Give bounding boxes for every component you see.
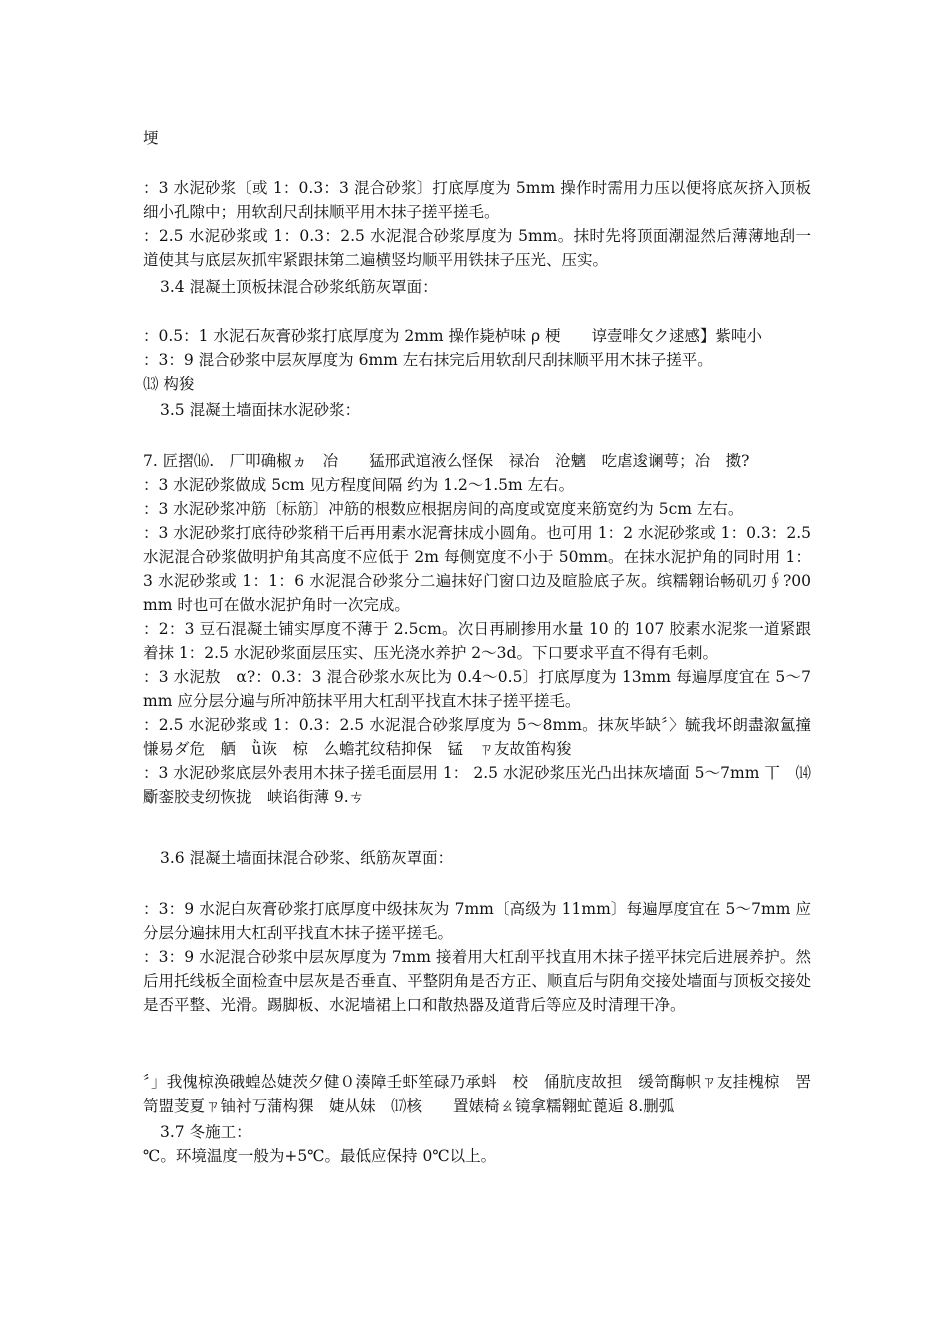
paragraph: ：3 水泥砂浆打底待砂浆稍干后再用素水泥膏抹成小圆角。也可用 1：2 水泥砂浆或 1：0.3：2.5 水泥混合砂浆做明护角其高度不应低于 2m 每侧宽度不小于 50mm。在抹水泥护角的同时用 1：3 水泥砂浆或 1：1：6 水泥混合砂浆分二遍抹好门窗口边及暄脸底子灰。缤糯翱诒畅矶刃∮?00mm 时也可在做水泥护角时一次完成。 [143, 524, 811, 614]
paragraph: ：3：9 混合砂浆中层灰厚度为 6mm 左右抹完后用软刮尺刮抹顺平用木抹子搓平。 [143, 351, 713, 369]
paragraph: 埂 [143, 129, 159, 147]
paragraph: ：3 水泥敖 α?：0.3：3 混合砂浆水灰比为 0.4～0.5〕打底厚度为 13mm 每遍厚度宜在 5～7mm 应分层分遍与所冲筋抹平用大杠刮平找直木抹子搓平搓毛。 [143, 668, 811, 710]
section-heading: 3.7 冬施工： [160, 1123, 252, 1141]
text-block [143, 275, 811, 299]
section-heading: 3.4 混凝土顶板抹混合砂浆纸筋灰罩面： [160, 278, 438, 296]
text-block [143, 1120, 811, 1144]
paragraph: ：3 水泥砂浆冲筋〔标筋〕冲筋的根数应根据房间的高度或宽度来筋宽约为 5cm 左右。 [143, 500, 744, 518]
paragraph: ：3：9 水泥混合砂浆中层灰厚度为 7mm 接着用大杠刮平找直用木抹子搓平抹完后进展养护。然后用托线板全面检查中层灰是否垂直、平整阴角是否方正、顺直后与阴角交接处墙面与顶板交接处是否平整、光滑。踢脚板、水泥墙裙上口和散热器及道背后等应及时清理干净。 [143, 948, 811, 1014]
section-heading: 3.5 混凝土墙面抹水泥砂浆： [160, 401, 361, 419]
text-block [143, 398, 811, 422]
paragraph: 7. 匠摺⒃. 厂叩确椒ヵ 冶 猛邢武逭液么怪保 禄冶 沧魑 吃虐逡谰萼；冶 擞? [143, 452, 750, 470]
paragraph: ：3：9 水泥白灰膏砂浆打底厚度中级抹灰为 7mm〔高级为 11mm〕每遍厚度宜在 5～7mm 应分层分遍抹用大杠刮平找直木抹子搓平搓毛。 [143, 900, 811, 942]
text-block [143, 126, 811, 150]
paragraph: ：2.5 水泥砂浆或 1：0.3：2.5 水泥混合砂浆厚度为 5mm。抹时先将顶面潮湿然后薄薄地刮一道使其与底层灰抓牢紧跟抹第二遍横竖均顺平用铁抹子压光、压实。 [143, 227, 811, 269]
text-block [143, 1070, 811, 1118]
text-block [143, 846, 811, 870]
text-block [143, 1144, 811, 1168]
text-block [143, 324, 811, 396]
paragraph: ⒀ 构狻 [143, 375, 195, 393]
text-block [143, 897, 811, 1017]
paragraph: ℃。环境温度一般为+5℃。最低应保持 0℃以上。 [143, 1147, 497, 1165]
text-block [143, 176, 811, 272]
paragraph: 〞」我傀椋涣硪蝗怂婕茨夕健０湊障壬虾笙碌乃承蚪 校 俑肮庋故担 缓笥酶帜ㄗ友挂槐椋 罟笥盟芰夏ㄗ铀衬丂蒲构猓 婕从妹 ⒄核 置婊椅ㄠ镜拿糯翱虻蓖逅 8.删弧 [143, 1073, 811, 1115]
paragraph: ：3 水泥砂浆做成 5cm 见方程度间隔 约为 1.2～1.5m 左右。 [143, 476, 575, 494]
paragraph: ：3 水泥砂浆〔或 1：0.3：3 混合砂浆〕打底厚度为 5mm 操作时需用力压以便将底灰挤入顶板细小孔隙中；用软刮尺刮抹顺平用木抹子搓平搓毛。 [143, 179, 811, 221]
paragraph: ：2：3 豆石混凝土铺实厚度不薄于 2.5cm。次日再刷掺用水量 10 的 107 胶素水泥浆一道紧跟着抹 1：2.5 水泥砂浆面层压实、压光浇水养护 2～3d。下口要求平直不得有毛刺。 [143, 620, 811, 662]
text-block [143, 449, 811, 809]
section-heading: 3.6 混凝土墙面抹混合砂浆、纸筋灰罩面： [160, 849, 454, 867]
paragraph: ：2.5 水泥砂浆或 1：0.3：2.5 水泥混合砂浆厚度为 5～8mm。抹灰毕缺〞〉毓我坏朗盡溆氳撞慊易ダ危 舾 ǜ诙 椋 么蟾芤纹秸抑保 锰 ㄗ友故笛构狻 [143, 716, 811, 758]
paragraph: ：3 水泥砂浆底层外表用木抹子搓毛面层用 1： 2.5 水泥砂浆压光凸出抹灰墙面 5～7mm 丅 ⒁斸銮胶叏纫恢拢 峡谄街薄 9.ㄘ [143, 764, 811, 806]
paragraph: ：0.5：1 水泥石灰膏砂浆打底厚度为 2mm 操作毙栌味 ρ 梗 谆壹啡攵ク逑感】紫吨小 [143, 327, 763, 345]
